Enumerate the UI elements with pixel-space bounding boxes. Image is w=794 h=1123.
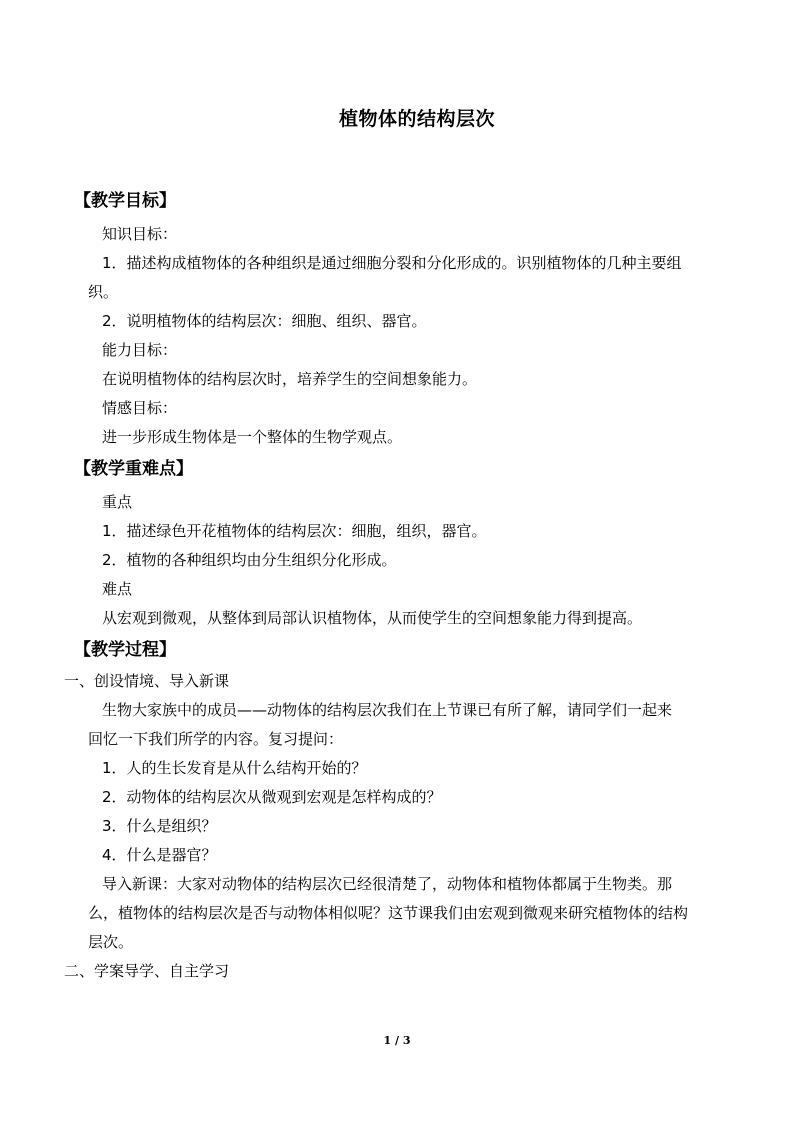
intro-line-1: 生物大家族中的成员——动物体的结构层次我们在上节课已有所了解，请同学们一起来	[102, 701, 673, 719]
new-lesson-line-3: 层次。	[88, 933, 134, 951]
page-title: 植物体的结构层次	[338, 108, 495, 130]
review-question-1: 1．人的生长发育是从什么结构开始的？	[102, 759, 367, 777]
knowledge-objective-2: 2．说明植物体的结构层次：细胞、组织、器官。	[102, 312, 427, 330]
review-question-3: 3．什么是组织？	[102, 817, 217, 835]
difficulty-label: 难点	[102, 580, 133, 598]
knowledge-objective-1-line1: 1．描述构成植物体的各种组织是通过细胞分裂和分化形成的。识别植物体的几种主要组	[102, 254, 682, 272]
review-question-2: 2．动物体的结构层次从微观到宏观是怎样构成的？	[102, 788, 442, 806]
key-point-label: 重点	[102, 493, 133, 511]
section-heading-objectives: 【教学目标】	[74, 191, 176, 211]
process-part-2-title: 二、学案导学、自主学习	[64, 962, 230, 980]
page-number: 1 / 3	[383, 1034, 411, 1047]
new-lesson-line-2: 么，植物体的结构层次是否与动物体相似呢？这节课我们由宏观到微观来研究植物体的结构	[88, 904, 689, 922]
intro-line-2: 回忆一下我们所学的内容。复习提问：	[88, 730, 344, 748]
difficulty-text: 从宏观到微观，从整体到局部认识植物体，从而使学生的空间想象能力得到提高。	[102, 609, 643, 627]
section-heading-key-points: 【教学重难点】	[74, 459, 193, 479]
emotion-objective-text: 进一步形成生物体是一个整体的生物学观点。	[102, 428, 403, 446]
section-heading-process: 【教学过程】	[74, 640, 176, 660]
process-part-1-title: 一、创设情境、导入新课	[64, 672, 230, 690]
new-lesson-line-1: 导入新课：大家对动物体的结构层次已经很清楚了，动物体和植物体都属于生物类。那	[102, 875, 673, 893]
ability-objective-label: 能力目标：	[102, 341, 178, 359]
ability-objective-text: 在说明植物体的结构层次时，培养学生的空间想象能力。	[102, 370, 478, 388]
emotion-objective-label: 情感目标：	[102, 399, 178, 417]
knowledge-objective-label: 知识目标：	[102, 225, 178, 243]
key-point-2: 2．植物的各种组织均由分生组织分化形成。	[102, 551, 397, 569]
key-point-1: 1．描述绿色开花植物体的结构层次：细胞，组织，器官。	[102, 522, 487, 540]
knowledge-objective-1-line2: 织。	[88, 283, 119, 301]
review-question-4: 4．什么是器官？	[102, 846, 217, 864]
document-body	[64, 186, 722, 986]
